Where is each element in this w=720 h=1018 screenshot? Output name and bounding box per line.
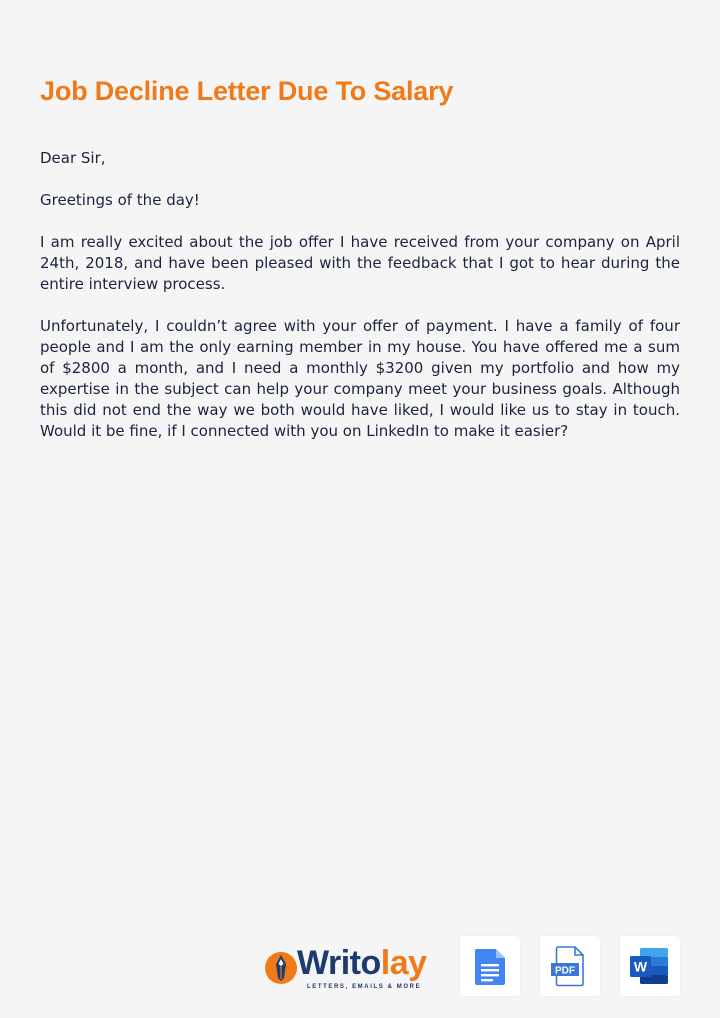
letter-body bbox=[40, 148, 680, 463]
google-docs-icon bbox=[460, 936, 520, 996]
word-icon bbox=[620, 936, 680, 996]
salutation: Dear Sir, bbox=[40, 149, 106, 167]
word-label: W bbox=[633, 958, 648, 975]
footer bbox=[263, 936, 683, 998]
greeting: Greetings of the day! bbox=[40, 191, 200, 209]
pen-nib-icon bbox=[263, 950, 299, 986]
pdf-icon bbox=[540, 936, 600, 996]
paragraph-2: Unfortunately, I couldn’t agree with your offer of payment. I have a family of four people and I am the only earning member in my house. You have offered me a sum of $2800 a month, and I need a monthly $3200 given my portfolio and how my expertise in the subject can help your company meet your business goals. Although this did not end the way we both would have liked, I would like us to stay in touch. Would it be fine, if I connected with you on LinkedIn to make it easier? bbox=[40, 317, 680, 440]
brand-logo[interactable] bbox=[263, 942, 438, 992]
paragraph-1: I am really excited about the job offer I have received from your company on April 24th, 2018, and have been pleased with the feedback that I got to hear during the entire interview process. bbox=[40, 233, 680, 293]
download-google-docs-button[interactable] bbox=[460, 936, 520, 996]
document-title: Job Decline Letter Due To Salary bbox=[40, 76, 454, 106]
brand-name-part-1: Writo bbox=[297, 944, 381, 982]
brand-tagline: LETTERS, EMAILS & MORE bbox=[307, 984, 422, 990]
pdf-label: PDF bbox=[555, 965, 575, 977]
brand-name bbox=[297, 944, 427, 982]
brand-name-part-2: lay bbox=[380, 944, 427, 982]
download-pdf-button[interactable] bbox=[540, 936, 600, 996]
download-word-button[interactable] bbox=[620, 936, 680, 996]
